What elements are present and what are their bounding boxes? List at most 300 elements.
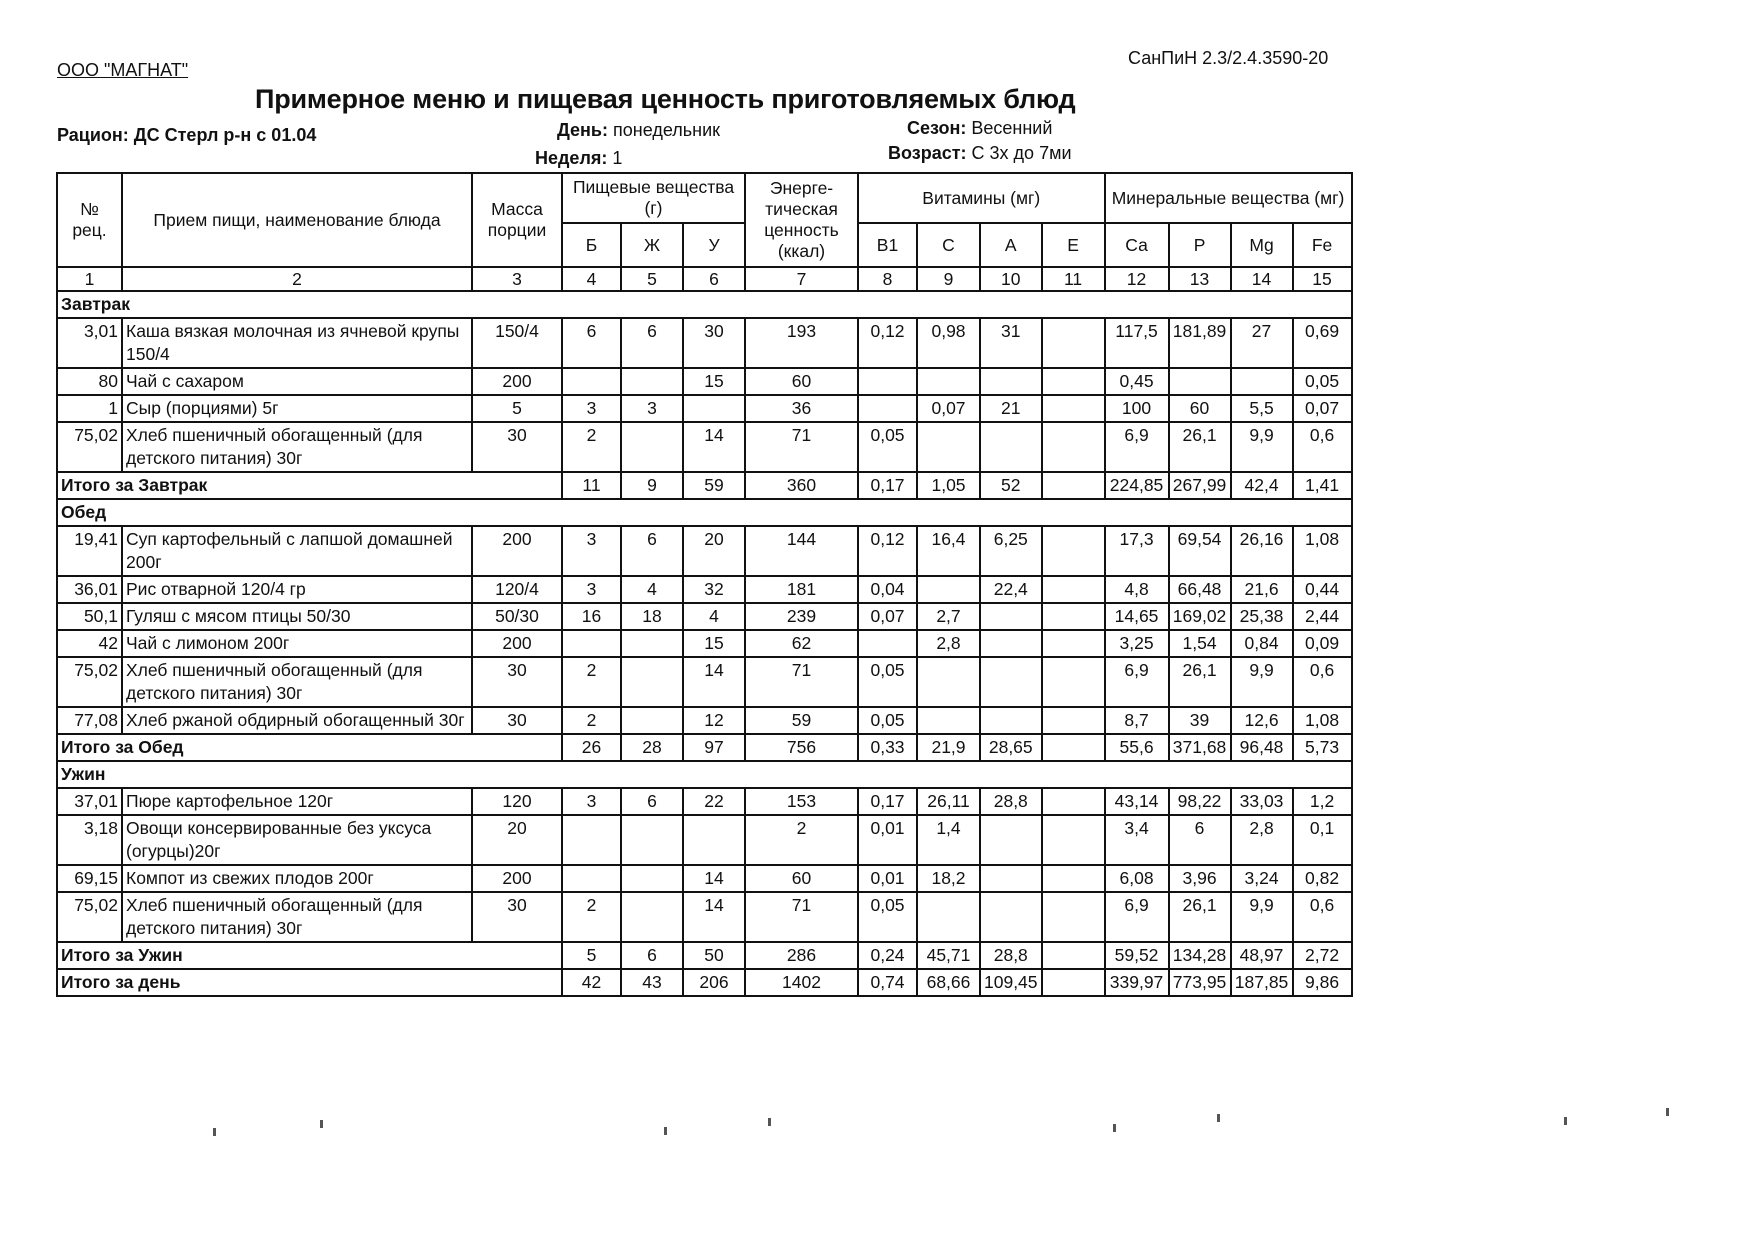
- total-value: 42,4: [1231, 472, 1293, 499]
- value-cell: [621, 422, 683, 472]
- value-cell: [858, 630, 917, 657]
- value-cell: 69,54: [1169, 526, 1231, 576]
- value-cell: 2: [562, 707, 621, 734]
- value-cell: [980, 865, 1042, 892]
- value-cell: 21,6: [1231, 576, 1293, 603]
- value-cell: [562, 815, 621, 865]
- value-cell: [562, 865, 621, 892]
- total-label: Итого за день: [57, 969, 562, 996]
- scan-artifact: [664, 1127, 667, 1135]
- value-cell: 59: [745, 707, 858, 734]
- value-cell: 3,25: [1105, 630, 1169, 657]
- value-cell: [683, 395, 745, 422]
- value-cell: [683, 815, 745, 865]
- total-value: 28,8: [980, 942, 1042, 969]
- value-cell: 0,01: [858, 815, 917, 865]
- value-cell: 30: [683, 318, 745, 368]
- value-cell: [980, 422, 1042, 472]
- dish-name: Чай с лимоном 200г: [122, 630, 472, 657]
- dish-name: Пюре картофельное 120г: [122, 788, 472, 815]
- total-value: 339,97: [1105, 969, 1169, 996]
- value-cell: 1,2: [1293, 788, 1352, 815]
- dish-name: Хлеб ржаной обдирный обогащенный 30г: [122, 707, 472, 734]
- season-field: [907, 118, 1052, 139]
- section-title: Ужин: [57, 761, 1352, 788]
- value-cell: 2: [562, 422, 621, 472]
- total-value: 21,9: [917, 734, 980, 761]
- value-cell: 20: [683, 526, 745, 576]
- value-cell: 6: [621, 318, 683, 368]
- value-cell: 36: [745, 395, 858, 422]
- value-cell: 60: [745, 368, 858, 395]
- value-cell: [917, 422, 980, 472]
- table-row: [57, 707, 1352, 734]
- value-cell: 6: [1169, 815, 1231, 865]
- column-number: 5: [621, 267, 683, 291]
- value-cell: 6,9: [1105, 422, 1169, 472]
- value-cell: [917, 707, 980, 734]
- value-cell: 3: [562, 526, 621, 576]
- dish-name: Чай с сахаром: [122, 368, 472, 395]
- value-cell: 26,1: [1169, 422, 1231, 472]
- recipe-number: 75,02: [57, 657, 122, 707]
- value-cell: 0,05: [858, 707, 917, 734]
- header-row: [57, 173, 1352, 223]
- value-cell: [980, 892, 1042, 942]
- total-value: 52: [980, 472, 1042, 499]
- recipe-number: 75,02: [57, 422, 122, 472]
- value-cell: 6,9: [1105, 657, 1169, 707]
- total-value: 267,99: [1169, 472, 1231, 499]
- value-cell: 200: [472, 526, 562, 576]
- total-value: 28: [621, 734, 683, 761]
- value-cell: 1,08: [1293, 526, 1352, 576]
- subheader-9: Mg: [1231, 223, 1293, 267]
- value-cell: 60: [745, 865, 858, 892]
- value-cell: 1,54: [1169, 630, 1231, 657]
- value-cell: 0,01: [858, 865, 917, 892]
- subheader-4: С: [917, 223, 980, 267]
- value-cell: 200: [472, 865, 562, 892]
- value-cell: [562, 368, 621, 395]
- total-value: 371,68: [1169, 734, 1231, 761]
- total-value: 55,6: [1105, 734, 1169, 761]
- subheader-10: Fe: [1293, 223, 1352, 267]
- week-label: Неделя:: [535, 148, 608, 168]
- table-row: [57, 630, 1352, 657]
- value-cell: 150/4: [472, 318, 562, 368]
- recipe-number: 42: [57, 630, 122, 657]
- column-number: 1: [57, 267, 122, 291]
- column-number: 15: [1293, 267, 1352, 291]
- scan-artifact: [320, 1120, 323, 1128]
- table-row: [57, 865, 1352, 892]
- value-cell: 2: [562, 657, 621, 707]
- value-cell: 14: [683, 865, 745, 892]
- value-cell: [980, 368, 1042, 395]
- total-value: 206: [683, 969, 745, 996]
- total-value: 11: [562, 472, 621, 499]
- value-cell: [858, 395, 917, 422]
- total-value: 0,17: [858, 472, 917, 499]
- ration-label: Рацион:: [57, 125, 129, 145]
- total-value: 28,65: [980, 734, 1042, 761]
- scan-artifact: [1564, 1117, 1567, 1125]
- col-nutrients: Пищевые вещества (г): [562, 173, 745, 223]
- value-cell: 0,17: [858, 788, 917, 815]
- value-cell: 14,65: [1105, 603, 1169, 630]
- scan-artifact: [1217, 1114, 1220, 1122]
- value-cell: [1042, 788, 1105, 815]
- value-cell: 9,9: [1231, 892, 1293, 942]
- value-cell: 200: [472, 630, 562, 657]
- ration-value: ДС Стерл р-н с 01.04: [133, 125, 317, 145]
- value-cell: 71: [745, 892, 858, 942]
- value-cell: 0,6: [1293, 892, 1352, 942]
- total-value: 756: [745, 734, 858, 761]
- value-cell: [1042, 892, 1105, 942]
- value-cell: 4,8: [1105, 576, 1169, 603]
- value-cell: [1042, 395, 1105, 422]
- value-cell: [1169, 368, 1231, 395]
- value-cell: 239: [745, 603, 858, 630]
- ration-field: [57, 125, 316, 146]
- value-cell: [917, 576, 980, 603]
- col-vitamins: Витамины (мг): [858, 173, 1105, 223]
- week-value: 1: [612, 148, 623, 168]
- value-cell: 0,12: [858, 526, 917, 576]
- value-cell: [980, 603, 1042, 630]
- scan-artifact: [768, 1118, 771, 1126]
- season-value: Весенний: [971, 118, 1053, 138]
- value-cell: 100: [1105, 395, 1169, 422]
- age-field: [888, 143, 1072, 164]
- col-minerals: Минеральные вещества (мг): [1105, 173, 1352, 223]
- dish-name: Хлеб пшеничный обогащенный (для детского питания) 30г: [122, 422, 472, 472]
- subheader-0: Б: [562, 223, 621, 267]
- total-value: [1042, 942, 1105, 969]
- value-cell: 62: [745, 630, 858, 657]
- total-value: 2,72: [1293, 942, 1352, 969]
- total-value: 96,48: [1231, 734, 1293, 761]
- recipe-number: 3,18: [57, 815, 122, 865]
- value-cell: [1042, 576, 1105, 603]
- value-cell: 120/4: [472, 576, 562, 603]
- total-value: 6: [621, 942, 683, 969]
- value-cell: 6: [562, 318, 621, 368]
- total-value: [1042, 472, 1105, 499]
- value-cell: 66,48: [1169, 576, 1231, 603]
- value-cell: [1042, 422, 1105, 472]
- value-cell: 0,05: [858, 422, 917, 472]
- dish-name: Сыр (порциями) 5г: [122, 395, 472, 422]
- value-cell: 71: [745, 657, 858, 707]
- value-cell: 14: [683, 892, 745, 942]
- column-number: 9: [917, 267, 980, 291]
- value-cell: 60: [1169, 395, 1231, 422]
- value-cell: 32: [683, 576, 745, 603]
- value-cell: 30: [472, 707, 562, 734]
- total-value: 134,28: [1169, 942, 1231, 969]
- value-cell: 9,9: [1231, 422, 1293, 472]
- recipe-number: 75,02: [57, 892, 122, 942]
- value-cell: 193: [745, 318, 858, 368]
- value-cell: 2,8: [917, 630, 980, 657]
- sanpin-reference: СанПиН 2.3/2.4.3590-20: [1128, 48, 1329, 68]
- subheader-3: В1: [858, 223, 917, 267]
- value-cell: [980, 657, 1042, 707]
- value-cell: 0,84: [1231, 630, 1293, 657]
- recipe-number: 50,1: [57, 603, 122, 630]
- table-row: [57, 526, 1352, 576]
- week-field: [535, 148, 622, 169]
- dish-name: Компот из свежих плодов 200г: [122, 865, 472, 892]
- value-cell: 16: [562, 603, 621, 630]
- value-cell: 30: [472, 892, 562, 942]
- value-cell: [621, 707, 683, 734]
- value-cell: [1042, 815, 1105, 865]
- table-row: [57, 603, 1352, 630]
- value-cell: 144: [745, 526, 858, 576]
- value-cell: [621, 368, 683, 395]
- total-value: 1402: [745, 969, 858, 996]
- value-cell: [917, 368, 980, 395]
- dish-name: Овощи консервированные без уксуса (огурцы)20г: [122, 815, 472, 865]
- total-value: 360: [745, 472, 858, 499]
- value-cell: 1,08: [1293, 707, 1352, 734]
- total-value: 5: [562, 942, 621, 969]
- value-cell: 26,16: [1231, 526, 1293, 576]
- column-number: 4: [562, 267, 621, 291]
- dish-name: Хлеб пшеничный обогащенный (для детского питания) 30г: [122, 892, 472, 942]
- value-cell: 3,96: [1169, 865, 1231, 892]
- day-field: [557, 120, 720, 141]
- value-cell: 3,4: [1105, 815, 1169, 865]
- menu-table: [56, 172, 1353, 997]
- column-number-row: [57, 267, 1352, 291]
- value-cell: 169,02: [1169, 603, 1231, 630]
- value-cell: [1231, 368, 1293, 395]
- value-cell: [858, 368, 917, 395]
- value-cell: 26,1: [1169, 657, 1231, 707]
- value-cell: 181: [745, 576, 858, 603]
- total-value: 0,24: [858, 942, 917, 969]
- value-cell: 50/30: [472, 603, 562, 630]
- value-cell: 2,8: [1231, 815, 1293, 865]
- value-cell: 9,9: [1231, 657, 1293, 707]
- value-cell: [1042, 526, 1105, 576]
- recipe-number: 37,01: [57, 788, 122, 815]
- value-cell: 2,7: [917, 603, 980, 630]
- value-cell: [1042, 318, 1105, 368]
- value-cell: 2: [562, 892, 621, 942]
- total-value: 0,33: [858, 734, 917, 761]
- total-value: 0,74: [858, 969, 917, 996]
- total-value: 48,97: [1231, 942, 1293, 969]
- column-number: 14: [1231, 267, 1293, 291]
- total-value: 45,71: [917, 942, 980, 969]
- column-number: 13: [1169, 267, 1231, 291]
- column-number: 2: [122, 267, 472, 291]
- column-number: 12: [1105, 267, 1169, 291]
- table-row: [57, 657, 1352, 707]
- value-cell: [1042, 707, 1105, 734]
- value-cell: 18,2: [917, 865, 980, 892]
- value-cell: [562, 630, 621, 657]
- value-cell: 26,11: [917, 788, 980, 815]
- col-name: Прием пищи, наименование блюда: [122, 173, 472, 267]
- value-cell: 0,69: [1293, 318, 1352, 368]
- column-number: 7: [745, 267, 858, 291]
- day-total-row: [57, 969, 1352, 996]
- age-label: Возраст:: [888, 143, 967, 163]
- subheader-8: Р: [1169, 223, 1231, 267]
- value-cell: 98,22: [1169, 788, 1231, 815]
- value-cell: 1,4: [917, 815, 980, 865]
- value-cell: 0,12: [858, 318, 917, 368]
- value-cell: 0,07: [1293, 395, 1352, 422]
- column-number: 8: [858, 267, 917, 291]
- dish-name: Хлеб пшеничный обогащенный (для детского питания) 30г: [122, 657, 472, 707]
- col-mass: Масса порции: [472, 173, 562, 267]
- total-value: 9,86: [1293, 969, 1352, 996]
- value-cell: 0,04: [858, 576, 917, 603]
- total-value: 97: [683, 734, 745, 761]
- value-cell: 4: [683, 603, 745, 630]
- recipe-number: 36,01: [57, 576, 122, 603]
- value-cell: 0,45: [1105, 368, 1169, 395]
- column-number: 11: [1042, 267, 1105, 291]
- day-label: День:: [557, 120, 608, 140]
- value-cell: 33,03: [1231, 788, 1293, 815]
- value-cell: 16,4: [917, 526, 980, 576]
- column-number: 10: [980, 267, 1042, 291]
- value-cell: 18: [621, 603, 683, 630]
- table-row: [57, 318, 1352, 368]
- section-total-row: [57, 734, 1352, 761]
- total-label: Итого за Обед: [57, 734, 562, 761]
- value-cell: 3: [621, 395, 683, 422]
- value-cell: 0,05: [1293, 368, 1352, 395]
- total-value: 26: [562, 734, 621, 761]
- value-cell: 28,8: [980, 788, 1042, 815]
- organization-name: ООО "МАГНАТ": [57, 60, 189, 80]
- total-value: 224,85: [1105, 472, 1169, 499]
- section-title: Обед: [57, 499, 1352, 526]
- value-cell: 200: [472, 368, 562, 395]
- value-cell: 12: [683, 707, 745, 734]
- value-cell: [980, 630, 1042, 657]
- value-cell: 26,1: [1169, 892, 1231, 942]
- value-cell: 31: [980, 318, 1042, 368]
- value-cell: 3,24: [1231, 865, 1293, 892]
- value-cell: 2: [745, 815, 858, 865]
- total-value: 68,66: [917, 969, 980, 996]
- value-cell: 0,1: [1293, 815, 1352, 865]
- recipe-number: 19,41: [57, 526, 122, 576]
- value-cell: 2,44: [1293, 603, 1352, 630]
- page-title: Примерное меню и пищевая ценность приготовляемых блюд: [255, 84, 1076, 114]
- recipe-number: 3,01: [57, 318, 122, 368]
- value-cell: 6,08: [1105, 865, 1169, 892]
- value-cell: 30: [472, 657, 562, 707]
- total-value: [1042, 734, 1105, 761]
- day-value: понедельник: [613, 120, 720, 140]
- value-cell: 0,82: [1293, 865, 1352, 892]
- table-row: [57, 395, 1352, 422]
- subheader-5: А: [980, 223, 1042, 267]
- value-cell: 3: [562, 395, 621, 422]
- value-cell: [1042, 657, 1105, 707]
- total-value: 50: [683, 942, 745, 969]
- value-cell: 3: [562, 576, 621, 603]
- value-cell: [1042, 630, 1105, 657]
- value-cell: 8,7: [1105, 707, 1169, 734]
- value-cell: 20: [472, 815, 562, 865]
- recipe-number: 69,15: [57, 865, 122, 892]
- total-value: 43: [621, 969, 683, 996]
- value-cell: 0,6: [1293, 422, 1352, 472]
- value-cell: 21: [980, 395, 1042, 422]
- dish-name: Гуляш с мясом птицы 50/30: [122, 603, 472, 630]
- value-cell: 14: [683, 657, 745, 707]
- total-value: 286: [745, 942, 858, 969]
- value-cell: 6,25: [980, 526, 1042, 576]
- value-cell: 6,9: [1105, 892, 1169, 942]
- table-row: [57, 422, 1352, 472]
- total-value: 42: [562, 969, 621, 996]
- section-header: [57, 761, 1352, 788]
- value-cell: [621, 657, 683, 707]
- subheader-7: Са: [1105, 223, 1169, 267]
- recipe-number: 1: [57, 395, 122, 422]
- value-cell: 39: [1169, 707, 1231, 734]
- value-cell: 117,5: [1105, 318, 1169, 368]
- total-value: 187,85: [1231, 969, 1293, 996]
- value-cell: 0,07: [917, 395, 980, 422]
- total-value: 1,05: [917, 472, 980, 499]
- value-cell: 71: [745, 422, 858, 472]
- value-cell: 15: [683, 630, 745, 657]
- total-value: 109,45: [980, 969, 1042, 996]
- value-cell: 14: [683, 422, 745, 472]
- subheader-6: Е: [1042, 223, 1105, 267]
- value-cell: [621, 892, 683, 942]
- value-cell: 22: [683, 788, 745, 815]
- table-row: [57, 892, 1352, 942]
- dish-name: Суп картофельный с лапшой домашней 200г: [122, 526, 472, 576]
- table-row: [57, 815, 1352, 865]
- value-cell: [980, 707, 1042, 734]
- total-value: 5,73: [1293, 734, 1352, 761]
- value-cell: 0,05: [858, 892, 917, 942]
- dish-name: Каша вязкая молочная из ячневой крупы 150/4: [122, 318, 472, 368]
- value-cell: [621, 815, 683, 865]
- recipe-number: 77,08: [57, 707, 122, 734]
- col-energy: Энерге-тическая ценность (ккал): [745, 173, 858, 267]
- value-cell: 15: [683, 368, 745, 395]
- scan-artifact: [1666, 1108, 1669, 1116]
- column-number: 6: [683, 267, 745, 291]
- age-value: С 3х до 7ми: [971, 143, 1072, 163]
- value-cell: 120: [472, 788, 562, 815]
- col-rec: № рец.: [57, 173, 122, 267]
- subheader-2: У: [683, 223, 745, 267]
- value-cell: 0,44: [1293, 576, 1352, 603]
- value-cell: [917, 892, 980, 942]
- total-value: 59,52: [1105, 942, 1169, 969]
- section-header: [57, 499, 1352, 526]
